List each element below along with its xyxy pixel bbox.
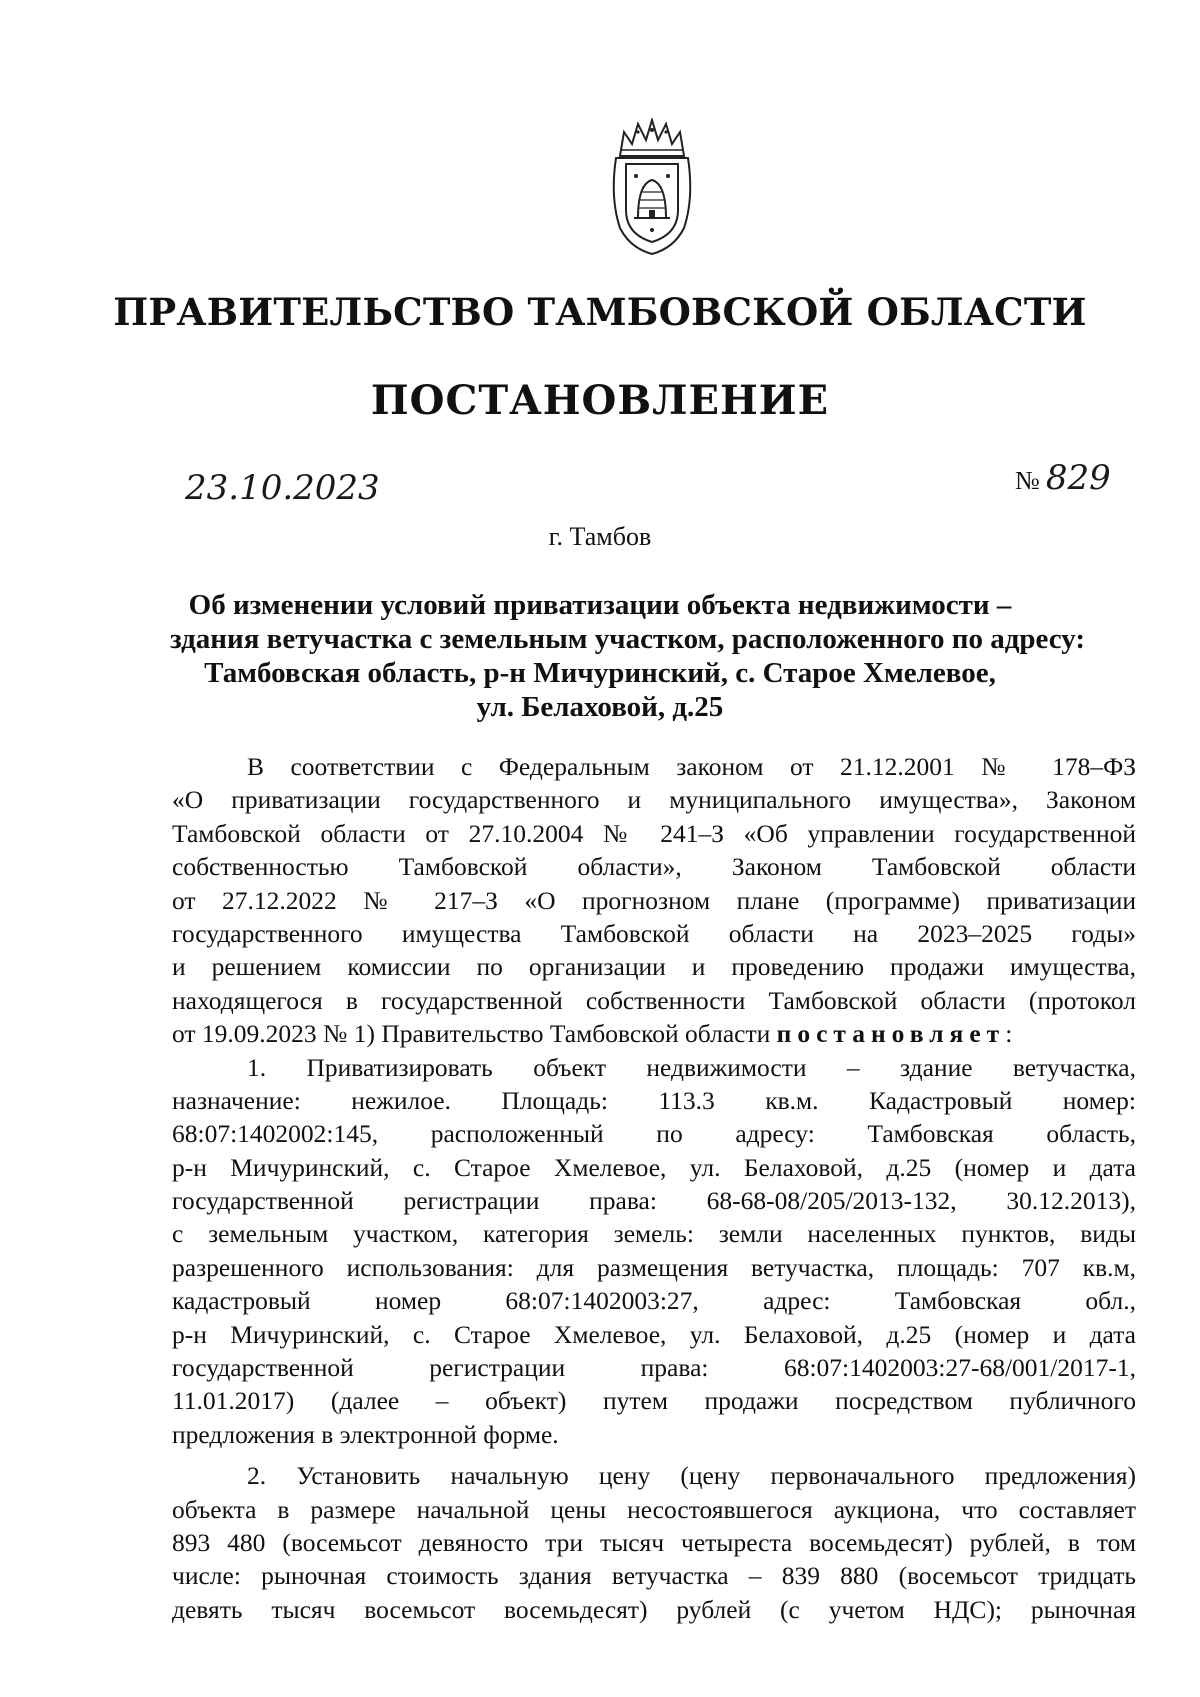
item-1-line: 68:07:1402002:145, расположенный по адресу: Тамбовская область, [172,1119,1136,1149]
item-2-line: 893 480 (восемьсот девяносто три тысяч четыреста восемьдесят) рублей, в том [172,1527,1136,1557]
preamble-line: собственностью Тамбовской области», Законом Тамбовской области [172,852,1136,882]
item-1-line: предложения в электронной форме. [172,1419,559,1449]
item-1-line: 1. Приватизировать объект недвижимости – здание ветучастка, [247,1052,1136,1082]
item-1-line: государственной регистрации права: 68:07:1402003:27-68/001/2017-1, [172,1353,1136,1383]
item-1-line: с земельным участком, категория земель: земли населенных пунктов, виды [172,1219,1136,1249]
item-1-line: 11.01.2017) (далее – объект) путем продажи посредством публичного [172,1386,1136,1416]
number-prefix: № [1015,466,1040,495]
preamble-line: государственного имущества Тамбовской области на 2023–2025 годы» [172,918,1136,948]
item-2-line: объекта в размере начальной цены несостоявшегося аукциона, что составляет [172,1494,1136,1524]
title-line: ул. Белаховой, д.25 [476,691,724,723]
item-2 [172,1459,1136,1626]
item-2-line: 2. Установить начальную цену (цену первоначального предложения) [247,1461,1136,1491]
coat-of-arms-icon [608,118,696,258]
item-1 [172,1051,1136,1452]
item-1-line: государственной регистрации права: 68-68-08/205/2013-132, 30.12.2013), [172,1186,1136,1216]
organization-name: ПРАВИТЕЛЬСТВО ТАМБОВСКОЙ ОБЛАСТИ [113,290,1087,334]
document-type: ПОСТАНОВЛЕНИЕ [370,377,830,424]
preamble-final-text: от 19.09.2023 № 1) Правительство Тамбовской области [172,1019,777,1049]
preamble-line: и решением комиссии по организации и проведению продажи имущества, [172,952,1136,982]
decree-colon: : [1005,1019,1013,1049]
preamble-line: «О приватизации государственного и муниципального имущества», Законом [172,785,1136,815]
document-date: 23.10.2023 [185,468,380,508]
item-1-line: р-н Мичуринский, с. Старое Хмелевое, ул. Белаховой, д.25 (номер и дата [172,1152,1136,1182]
item-1-line: кадастровый номер 68:07:1402003:27, адрес: Тамбовская обл., [172,1286,1136,1316]
preamble-final-line [172,1017,1136,1050]
number-value: 829 [1045,458,1111,498]
preamble [172,750,1136,1051]
decree-word: постановляет [776,1019,1006,1049]
item-2-line: девять тысяч восемьсот восемьдесят) рублей (с учетом НДС); рыночная [172,1594,1136,1624]
document-number [1015,458,1111,498]
preamble-line: от 27.12.2022 № 217–З «О прогнозном плане (программе) приватизации [172,885,1136,915]
document-title [170,588,1086,724]
preamble-line: находящегося в государственной собственности Тамбовской области (протокол [172,985,1136,1015]
item-1-line: назначение: нежилое. Площадь: 113.3 кв.м. Кадастровый номер: [172,1085,1136,1115]
document-body [172,750,1136,1626]
city: г. Тамбов [548,522,652,551]
preamble-line: Тамбовской области от 27.10.2004 № 241–З «Об управлении государственной [172,818,1136,848]
title-line: здания ветучастка с земельным участком, расположенного по адресу: [170,623,1086,655]
item-1-line: разрешенного использования: для размещения ветучастка, площадь: 707 кв.м, [172,1252,1136,1282]
title-line: Тамбовская область, р-н Мичуринский, с. Старое Хмелевое, [204,657,996,689]
preamble-line: В соответствии с Федеральным законом от 21.12.2001 № 178–ФЗ [247,752,1136,781]
item-1-line: р-н Мичуринский, с. Старое Хмелевое, ул. Белаховой, д.25 (номер и дата [172,1319,1136,1349]
title-line: Об изменении условий приватизации объекта недвижимости – [188,589,1012,621]
item-2-line: числе: рыночная стоимость здания ветучастка – 839 880 (восемьсот тридцать [172,1561,1136,1591]
